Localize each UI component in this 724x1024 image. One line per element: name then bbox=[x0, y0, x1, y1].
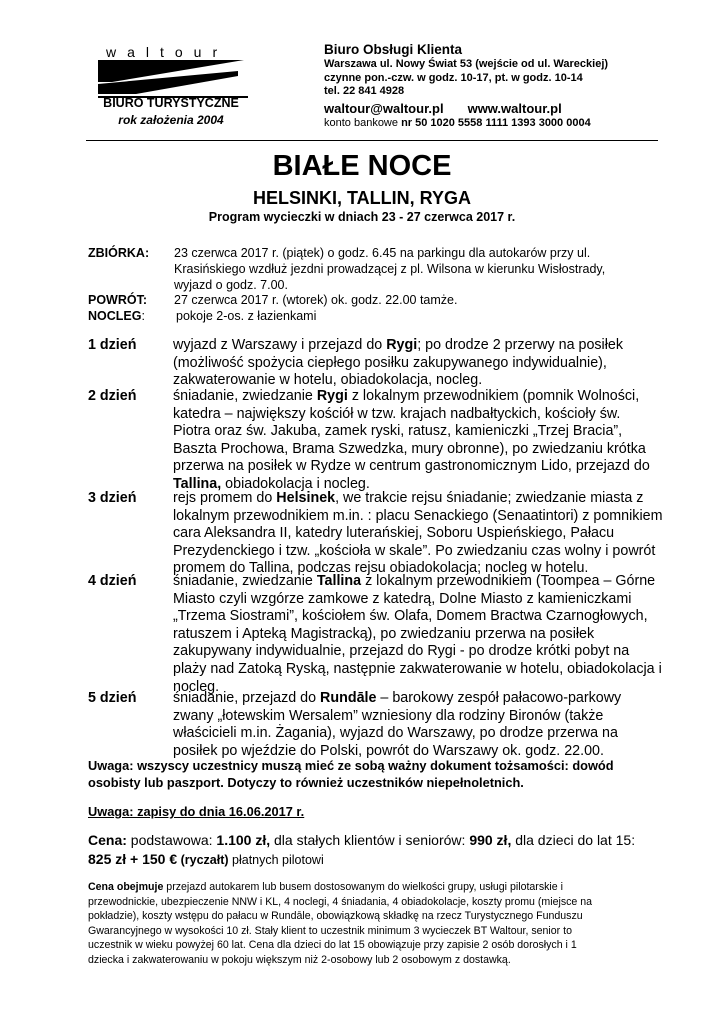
day-highlight: Rundāle bbox=[320, 690, 377, 706]
day-text: katedra – największy kościół w tzw. krajach nadbałtyckich, kościoły św. bbox=[173, 405, 621, 422]
day-text: – barokowy zespół pałacowo-parkowy bbox=[376, 690, 622, 706]
company-logo bbox=[96, 44, 256, 126]
day-line bbox=[173, 490, 678, 508]
fine-line: dziecka i zakwaterowaniu w pokoju większym niż 2-osobowy lub 2 osobowym z dostawką. bbox=[88, 953, 511, 966]
note-line: Uwaga: wszyscy uczestnicy muszą mieć ze sobą ważny dokument tożsamości: dowód bbox=[88, 758, 614, 773]
logo-company-title: BIURO TURYSTYCZNE bbox=[103, 96, 239, 110]
day-description bbox=[173, 388, 678, 494]
day-text: rejs promem do bbox=[173, 490, 277, 506]
fine-text: przejazd autokarem lub busem dostosowanym do wielkości grupy, usługi pilotarskie i bbox=[163, 881, 563, 893]
day-highlight: Rygi bbox=[386, 337, 418, 353]
day-line bbox=[173, 573, 678, 591]
fine-line bbox=[88, 880, 678, 895]
day-text: śniadanie, zwiedzanie bbox=[173, 573, 317, 589]
powrot-text: 27 czerwca 2017 r. (wtorek) ok. godz. 22.00 tamże. bbox=[174, 293, 458, 307]
program-dates: Program wycieczki w dniach 23 - 27 czerwca 2017 r. bbox=[208, 210, 516, 224]
price-includes bbox=[88, 880, 678, 967]
day-line bbox=[173, 608, 678, 626]
day-text: Baszta Prochowa, Brama Szwedzka, mury obronne), po zwiedzaniu krótka bbox=[173, 440, 646, 457]
day-line bbox=[173, 441, 678, 459]
fine-line: uczestnik w wieku powyżej 60 lat. Cena dla dzieci do lat 15 obowiązuje przy zapisie 2 osób dorosłych i 1 bbox=[88, 939, 577, 951]
day-text: Prezydenckiego i tzw. „kościoła w skale”. Po zwiedzaniu czas wolny i powrót bbox=[173, 542, 656, 559]
day-line bbox=[173, 508, 678, 526]
day-text: zakupywany indywidualnie, przejazd do Rygi - po drodze krótki pobyt na bbox=[173, 643, 630, 660]
nocleg-text: pokoje 2-os. z łazienkami bbox=[176, 309, 317, 323]
fine-line: Gwarancyjnego w wysokości 10 zł. Stały klient to uczestnik minimum 3 wycieczek BT Waltour, senior to bbox=[88, 924, 572, 937]
trip-subtitle: HELSINKI, TALLIN, RYGA bbox=[253, 188, 471, 208]
zbiorka-text bbox=[174, 245, 679, 293]
day-text: śniadanie, przejazd do bbox=[173, 690, 321, 706]
price-line-2 bbox=[88, 850, 678, 870]
day-line bbox=[173, 543, 678, 561]
day-text: zakwaterowanie w hotelu, obiadokolacja, nocleg. bbox=[173, 372, 483, 389]
day-text: plaży nad Zatoką Ryską, następnie zakwaterowanie w hotelu, obiadokolacja i bbox=[173, 660, 662, 677]
day-text: posiłek po wjeździe do Polski, powrót do Warszawy ok. godz. 22.00. bbox=[173, 742, 604, 759]
office-contact bbox=[324, 100, 684, 117]
day-text: ; po drodze 2 przerwy na posiłek bbox=[417, 337, 624, 353]
office-website[interactable]: www.waltour.pl bbox=[467, 100, 562, 116]
day-line bbox=[173, 643, 678, 661]
zbiorka-line: Krasińskiego wzdłuż jezdni prowadzącej z pl. Wilsona w kierunku Wisłostrady, bbox=[174, 262, 606, 276]
trip-title: BIAŁE NOCE bbox=[272, 150, 452, 182]
price-regular-value: 990 zł, bbox=[469, 832, 512, 848]
day-text: cara Aleksandra II, katedry luterańskiej, Soboru Uspieńskiego, Pałacu bbox=[173, 525, 615, 542]
day-highlight: Tallina bbox=[316, 573, 362, 589]
day-line bbox=[173, 355, 678, 373]
day-text: przerwa na posiłek w Rydze w centrum gastronomicznym Lido, przejazd do bbox=[173, 458, 650, 475]
day-line bbox=[173, 406, 678, 424]
zbiorka-line: 23 czerwca 2017 r. (piątek) o godz. 6.45 na parkingu dla autokarów przy ul. bbox=[174, 246, 591, 260]
day-text: promem do Tallina, podczas rejsu obiadokolacja; nocleg w hotelu. bbox=[173, 560, 589, 577]
day-line bbox=[173, 725, 678, 743]
day-line bbox=[173, 423, 678, 441]
price-kids-label: dla dzieci do lat 15: bbox=[511, 832, 636, 848]
office-info bbox=[324, 42, 684, 130]
day-text: z lokalnym przewodnikiem (Toompea – Górne bbox=[361, 573, 656, 589]
price-line-1 bbox=[88, 831, 678, 850]
day-label: 5 dzień bbox=[88, 690, 137, 706]
day-line bbox=[173, 591, 678, 609]
day-line bbox=[173, 708, 678, 726]
day-label: 2 dzień bbox=[88, 388, 137, 404]
day-highlight: Helsinek bbox=[276, 490, 336, 506]
day-text: śniadanie, zwiedzanie bbox=[173, 388, 317, 404]
day-label: 4 dzień bbox=[88, 573, 137, 589]
office-address: Warszawa ul. Nowy Świat 53 (wejście od ul. Wareckiej) bbox=[324, 58, 609, 70]
fine-line: przewodnickie, ubezpieczenie NNW i KL, 4 noclegi, 4 śniadania, 4 obiadokolacje, koszty promu (miejsce na bbox=[88, 895, 593, 908]
office-email[interactable]: waltour@waltour.pl bbox=[324, 100, 444, 116]
day-line bbox=[173, 661, 678, 679]
nocleg-label bbox=[88, 308, 145, 324]
day-description bbox=[173, 337, 678, 390]
bank-label: konto bankowe bbox=[324, 116, 402, 129]
price-block bbox=[88, 831, 678, 870]
price-regular-label: dla stałych klientów i seniorów: bbox=[270, 832, 470, 848]
day-line bbox=[173, 690, 678, 708]
day-line bbox=[173, 388, 678, 406]
day-text: „Trzema Siostrami”, kościołem św. Olafa, Domem Bractwa Czarnogłowych, bbox=[173, 608, 648, 625]
bank-number: nr 50 1020 5558 1111 1393 3000 0004 bbox=[401, 116, 591, 129]
day-description bbox=[173, 690, 678, 760]
day-text: właścicieli m.in. Żagania), wyjazd do Warszawy, po drodze przerwa na bbox=[173, 725, 618, 742]
zbiorka-line: wyjazd o godz. 7.00. bbox=[174, 278, 288, 292]
day-text: zwany „łotewskim Wersalem” wzniesiony dla rodziny Bironów (także bbox=[173, 707, 604, 724]
office-hours: czynne pon.-czw. w godz. 10-17, pt. w godz. 10-14 bbox=[324, 71, 583, 84]
office-phone: tel. 22 841 4928 bbox=[324, 85, 405, 97]
fine-lead: Cena obejmuje bbox=[88, 881, 164, 893]
nocleg-label-text: NOCLEG bbox=[88, 309, 142, 323]
header-divider bbox=[86, 140, 658, 141]
powrot-label: POWRÓT: bbox=[88, 293, 148, 307]
logo-wordmark: waltour bbox=[106, 44, 229, 60]
price-kids-value: 825 zł + 150 € bbox=[88, 851, 178, 867]
price-base-value: 1.100 zł, bbox=[216, 832, 271, 848]
office-title: Biuro Obsługi Klienta bbox=[324, 42, 463, 57]
day-description bbox=[173, 490, 678, 578]
day-highlight: Rygi bbox=[316, 388, 348, 404]
day-text: lokalnym przewodnikiem m.in. : placu Senackiego (Senaatintori) z pomnikiem bbox=[173, 507, 663, 524]
nocleg-colon: : bbox=[141, 309, 145, 323]
day-text: , we trakcie rejsu śniadanie; zwiedzanie miasta z bbox=[335, 490, 644, 506]
day-text: Miasto czyli wzgórze zamkowe z katedrą, Dolne Miasto z kamieniczkami bbox=[173, 590, 632, 607]
zbiorka-label: ZBIÓRKA: bbox=[88, 246, 150, 260]
price-ryczalt: (ryczałt) bbox=[177, 853, 229, 867]
day-label: 3 dzień bbox=[88, 490, 137, 506]
fine-line: pokładzie), koszty wstępu do pałacu w Rundāle, obowiązkową składkę na rzecz Turystycznego Funduszu bbox=[88, 910, 583, 922]
day-text: nocleg. bbox=[173, 678, 220, 695]
day-description bbox=[173, 573, 678, 696]
day-text: wyjazd z Warszawy i przejazd do bbox=[173, 337, 387, 353]
day-label: 1 dzień bbox=[88, 337, 137, 353]
day-text: obiadokolacja i nocleg. bbox=[221, 475, 370, 492]
day-line bbox=[173, 458, 678, 476]
day-highlight: Tallina, bbox=[173, 475, 222, 492]
day-line bbox=[173, 337, 678, 355]
day-text: ratuszem i Apteką Magistracką), po zwiedzaniu przerwa na posiłek bbox=[173, 625, 595, 642]
price-base-label: podstawowa: bbox=[126, 832, 217, 848]
id-document-note bbox=[88, 758, 676, 791]
logo-founded-year: rok założenia 2004 bbox=[118, 113, 224, 127]
day-line bbox=[173, 626, 678, 644]
day-text: Piotra oraz św. Jakuba, zamek ryski, ratusz, kamieniczki „Trzej Bracia”, bbox=[173, 423, 623, 440]
day-text: (możliwość spożycia ciepłego posiłku zakupywanego indywidualnie), bbox=[173, 354, 607, 371]
price-pilot-text: płatnych pilotowi bbox=[228, 853, 324, 867]
price-label: Cena: bbox=[88, 832, 127, 848]
day-line bbox=[173, 525, 678, 543]
office-bank-account bbox=[324, 117, 684, 130]
day-text: z lokalnym przewodnikiem (pomnik Wolności, bbox=[347, 388, 640, 404]
signup-deadline: Uwaga: zapisy do dnia 16.06.2017 r. bbox=[88, 804, 305, 819]
note-line: osobisty lub paszport. Dotyczy to również uczestników niepełnoletnich. bbox=[88, 774, 524, 790]
